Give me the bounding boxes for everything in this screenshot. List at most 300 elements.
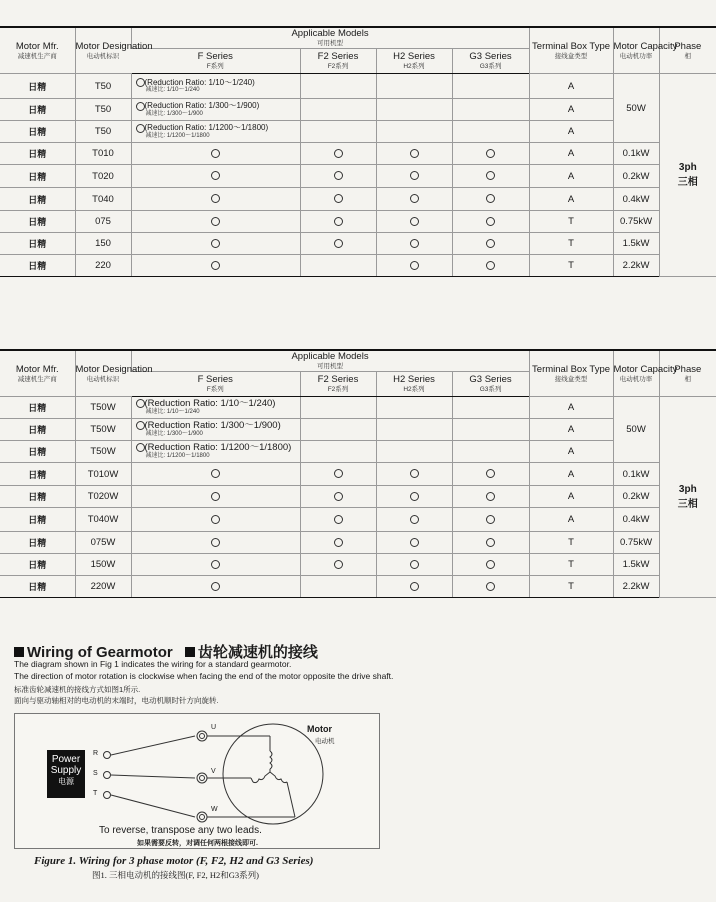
cell-f-series: [131, 441, 300, 463]
cell-designation: [75, 233, 131, 255]
wiring-desc-4: 面向与驱动轴相对的电动机的末端时，电动机顺时针方向旋转.: [14, 696, 219, 705]
mfr-text: 日精: [28, 239, 47, 249]
cell-g3-series: [452, 486, 529, 508]
terminal-s-label: S: [93, 770, 98, 777]
mfr-text: 日精: [28, 425, 47, 435]
cell-capacity: [613, 463, 659, 486]
cell-g3-series: [452, 233, 529, 255]
terminal-text: A: [567, 402, 575, 413]
circle-mark-icon: [136, 399, 145, 408]
circle-mark-icon: [334, 217, 343, 226]
ratio-text: (Reduction Ratio: 1/300～1/900): [144, 420, 281, 431]
cell-mfr: [0, 508, 75, 532]
ratio-text-cn: 减速比: 1/10～1/240: [145, 409, 200, 415]
circle-mark-icon: [211, 560, 220, 569]
cell-f-series: [131, 486, 300, 508]
cell-h2-series: [376, 188, 452, 211]
designation-text: T50W: [90, 402, 116, 413]
circle-mark-icon: [334, 149, 343, 158]
terminal-r-dot: [104, 752, 111, 759]
mfr-text: 日精: [28, 171, 47, 182]
ratio-text-cn: 减速比: 1/300～1/900: [145, 431, 203, 437]
header-terminal: Terminal Box Type 接线盒类型: [529, 350, 613, 397]
cell-f2-series: [300, 255, 376, 277]
table-header-row: [0, 27, 716, 49]
cell-mfr: [0, 99, 75, 121]
lead-u-label: U: [211, 724, 217, 731]
cell-h2-series: [376, 74, 452, 99]
designation-text: T50: [94, 126, 112, 137]
cell-mfr: [0, 397, 75, 419]
cell-h2-series: [376, 463, 452, 486]
mfr-text: 日精: [28, 127, 47, 137]
header-capacity: Motor Capacity 电动机功率: [613, 350, 659, 397]
table-row: [0, 233, 716, 255]
designation-text: T020: [92, 170, 114, 182]
circle-mark-icon: [211, 538, 220, 547]
cell-g3-series: [452, 419, 529, 441]
cell-f2-series: [300, 74, 376, 99]
cell-designation: [75, 554, 131, 576]
cell-h2-series: [376, 554, 452, 576]
terminal-text: A: [567, 148, 575, 159]
cell-designation: [75, 143, 131, 165]
header-g3-series: G3 Series G3系列: [452, 49, 529, 74]
circle-mark-icon: [410, 194, 419, 203]
table-row: [0, 74, 716, 99]
cell-g3-series: [452, 74, 529, 99]
circle-mark-icon: [211, 171, 220, 180]
table-row: [0, 165, 716, 188]
cell-g3-series: [452, 532, 529, 554]
cell-terminal: [529, 508, 613, 532]
capacity-text: 50W: [626, 424, 646, 435]
cell-terminal: [529, 576, 613, 598]
terminal-text: A: [567, 193, 575, 205]
motor-table-1: [0, 26, 716, 277]
mfr-text: 日精: [28, 81, 47, 92]
table-row: [0, 211, 716, 233]
cell-capacity: [613, 554, 659, 576]
cell-capacity-50w: [613, 397, 659, 463]
cell-terminal: [529, 121, 613, 143]
cell-h2-series: [376, 397, 452, 419]
cell-terminal: [529, 165, 613, 188]
cell-terminal: [529, 554, 613, 576]
mfr-text: 日精: [28, 447, 47, 457]
table-row: [0, 486, 716, 508]
terminal-text: A: [567, 514, 575, 525]
circle-mark-icon: [211, 515, 220, 524]
cell-terminal: [529, 99, 613, 121]
wiring-desc-1: The diagram shown in Fig 1 indicates the wiring for a standard gearmotor.: [14, 659, 292, 669]
cell-designation: [75, 532, 131, 554]
cell-h2-series: [376, 143, 452, 165]
circle-mark-icon: [211, 217, 220, 226]
circle-mark-icon: [211, 492, 220, 501]
cell-designation: [75, 255, 131, 277]
terminal-text: A: [567, 104, 575, 115]
phase-text-cn: 三相: [677, 177, 698, 188]
power-supply-box: [47, 750, 85, 798]
circle-mark-icon: [334, 560, 343, 569]
cell-f-series: [131, 397, 300, 419]
phase-text-cn: 三相: [677, 499, 698, 510]
terminal-text: A: [567, 468, 575, 480]
circle-mark-icon: [486, 217, 495, 226]
cell-designation: [75, 441, 131, 463]
cell-mfr: [0, 554, 75, 576]
ratio-line: [136, 78, 300, 87]
circle-mark-icon: [410, 239, 419, 248]
terminal-text: A: [567, 80, 575, 92]
cell-capacity: [613, 532, 659, 554]
square-bullet-icon: [185, 647, 195, 657]
table-row: [0, 463, 716, 486]
cell-mfr: [0, 188, 75, 211]
terminal-t-label: T: [93, 790, 98, 797]
cell-f-series: [131, 576, 300, 598]
figure-caption-cn: 图1. 三相电动机的接线图(F, F2, H2和G3系列): [92, 870, 259, 880]
capacity-text: 0.2kW: [622, 491, 650, 502]
designation-text: T040: [92, 193, 114, 205]
cell-mfr: [0, 233, 75, 255]
cell-designation: [75, 486, 131, 508]
cell-terminal: [529, 188, 613, 211]
ratio-text: (Reduction Ratio: 1/1200～1/1800): [144, 442, 292, 453]
cell-f-series: [131, 233, 300, 255]
cell-capacity: [613, 165, 659, 188]
cell-f-series: [131, 143, 300, 165]
header-h2-series: H2 Series H2系列: [376, 372, 452, 397]
circle-mark-icon: [136, 102, 145, 111]
circle-mark-icon: [334, 538, 343, 547]
cell-h2-series: [376, 532, 452, 554]
cell-designation: [75, 188, 131, 211]
cell-f-series: [131, 99, 300, 121]
table-row: [0, 143, 716, 165]
circle-mark-icon: [211, 149, 220, 158]
ratio-line: [136, 399, 300, 409]
terminal-text: A: [567, 491, 575, 502]
cell-f-series: [131, 165, 300, 188]
mfr-text: 日精: [28, 149, 47, 159]
header-f2-series: F2 Series F2系列: [300, 372, 376, 397]
table-2-body: [0, 397, 716, 598]
capacity-text: 0.4kW: [622, 193, 650, 205]
designation-text: 220: [95, 260, 111, 271]
cell-terminal: [529, 74, 613, 99]
capacity-text: 1.5kW: [622, 238, 650, 249]
ratio-text: (Reduction Ratio: 1/10～1/240): [144, 398, 276, 409]
cell-f2-series: [300, 397, 376, 419]
circle-mark-icon: [410, 261, 419, 270]
cell-g3-series: [452, 463, 529, 486]
motor-label: Motor: [307, 724, 332, 734]
table-row: [0, 99, 716, 121]
cell-capacity: [613, 576, 659, 598]
designation-text: 150: [95, 238, 111, 249]
cell-mfr: [0, 74, 75, 99]
table-row: [0, 532, 716, 554]
circle-mark-icon: [410, 149, 419, 158]
capacity-text: 2.2kW: [622, 581, 650, 592]
cell-f2-series: [300, 121, 376, 143]
cell-designation: [75, 74, 131, 99]
cell-f-series: [131, 211, 300, 233]
cell-h2-series: [376, 165, 452, 188]
table-row: [0, 255, 716, 277]
terminal-text: A: [567, 424, 575, 435]
cell-capacity: [613, 188, 659, 211]
header-designation: Motor Designation 电动机标识: [75, 350, 131, 397]
header-capacity: Motor Capacity 电动机功率: [613, 27, 659, 74]
cell-f-series: [131, 508, 300, 532]
mfr-text: 日精: [28, 560, 47, 570]
section-title-cn: 齿轮减速机的接线: [197, 644, 318, 661]
designation-text: T020W: [87, 491, 119, 502]
terminal-text: A: [567, 446, 575, 457]
circle-mark-icon: [136, 124, 145, 133]
capacity-text: 0.4kW: [622, 514, 650, 525]
cell-g3-series: [452, 165, 529, 188]
lead-v-label: V: [211, 768, 216, 775]
cell-g3-series: [452, 143, 529, 165]
cell-f-series: [131, 419, 300, 441]
header-f2-series: F2 Series F2系列: [300, 49, 376, 74]
table-row: [0, 397, 716, 419]
designation-text: T50W: [90, 424, 116, 435]
circle-mark-icon: [486, 171, 495, 180]
cell-g3-series: [452, 255, 529, 277]
circle-mark-icon: [211, 194, 220, 203]
table-row: [0, 419, 716, 441]
cell-g3-series: [452, 554, 529, 576]
circle-mark-icon: [486, 149, 495, 158]
cell-designation: [75, 211, 131, 233]
cell-f2-series: [300, 143, 376, 165]
circle-mark-icon: [334, 515, 343, 524]
motor-label-cn: 电动机: [315, 738, 335, 745]
cell-f2-series: [300, 554, 376, 576]
cell-f2-series: [300, 508, 376, 532]
cell-h2-series: [376, 121, 452, 143]
cell-terminal: [529, 486, 613, 508]
reverse-note-cn: 如果需要反转，对调任何两根接线即可.: [137, 840, 258, 847]
cell-g3-series: [452, 188, 529, 211]
ratio-line: [136, 443, 300, 453]
table-row: [0, 188, 716, 211]
header-mfr: Motor Mfr. 减速机生产商: [0, 350, 75, 397]
cell-mfr: [0, 576, 75, 598]
cell-f2-series: [300, 532, 376, 554]
circle-mark-icon: [410, 492, 419, 501]
cell-f2-series: [300, 486, 376, 508]
cell-g3-series: [452, 121, 529, 143]
power-label-2: Supply: [50, 765, 82, 776]
circle-mark-icon: [486, 261, 495, 270]
designation-text: T50W: [90, 446, 116, 457]
cell-f2-series: [300, 419, 376, 441]
cell-designation: [75, 121, 131, 143]
cell-h2-series: [376, 576, 452, 598]
cell-mfr: [0, 419, 75, 441]
cell-f-series: [131, 463, 300, 486]
terminal-t-dot: [104, 792, 111, 799]
phase-text: 3ph: [678, 162, 697, 173]
circle-mark-icon: [410, 217, 419, 226]
circle-mark-icon: [136, 443, 145, 452]
mfr-text: 日精: [28, 515, 47, 525]
circle-mark-icon: [136, 78, 145, 87]
terminal-text: T: [568, 581, 574, 592]
cell-h2-series: [376, 419, 452, 441]
cell-designation: [75, 165, 131, 188]
circle-mark-icon: [410, 538, 419, 547]
cell-f-series: [131, 554, 300, 576]
terminal-text: A: [567, 126, 575, 137]
cell-f-series: [131, 188, 300, 211]
designation-text: 075: [95, 216, 111, 227]
circle-mark-icon: [486, 582, 495, 591]
circle-mark-icon: [334, 239, 343, 248]
cell-f-series: [131, 121, 300, 143]
cell-mfr: [0, 121, 75, 143]
cell-g3-series: [452, 211, 529, 233]
cell-terminal: [529, 211, 613, 233]
ratio-text: (Reduction Ratio: 1/1200～1/1800): [144, 123, 269, 133]
header-phase: Phase 相: [659, 350, 716, 397]
cell-mfr: [0, 463, 75, 486]
cell-g3-series: [452, 576, 529, 598]
cell-f2-series: [300, 211, 376, 233]
mfr-text: 日精: [28, 492, 47, 502]
header-h2-series: H2 Series H2系列: [376, 49, 452, 74]
table-header-row: [0, 350, 716, 372]
cell-capacity: [613, 211, 659, 233]
cell-g3-series: [452, 397, 529, 419]
ratio-line: [136, 421, 300, 431]
circle-mark-icon: [334, 171, 343, 180]
cell-f-series: [131, 532, 300, 554]
circle-mark-icon: [410, 515, 419, 524]
section-title-en: Wiring of Gearmotor: [27, 644, 173, 661]
cell-mfr: [0, 532, 75, 554]
cell-terminal: [529, 463, 613, 486]
circle-mark-icon: [211, 261, 220, 270]
terminal-s-dot: [104, 772, 111, 779]
cell-terminal: [529, 419, 613, 441]
mfr-text: 日精: [28, 105, 47, 115]
cell-designation: [75, 508, 131, 532]
ratio-text: (Reduction Ratio: 1/300～1/900): [144, 101, 260, 111]
cell-h2-series: [376, 255, 452, 277]
cell-mfr: [0, 165, 75, 188]
cell-designation: [75, 419, 131, 441]
capacity-text: 0.75kW: [619, 537, 653, 548]
table-row: [0, 576, 716, 598]
designation-text: T010: [92, 148, 114, 159]
capacity-text: 0.1kW: [622, 468, 650, 480]
circle-mark-icon: [410, 582, 419, 591]
mfr-text: 日精: [28, 261, 47, 271]
cell-terminal: [529, 441, 613, 463]
cell-phase: [659, 74, 716, 277]
header-f-series: F Series F系列: [131, 49, 300, 74]
capacity-text: 0.1kW: [622, 148, 650, 159]
mfr-text: 日精: [28, 403, 47, 413]
cell-f2-series: [300, 463, 376, 486]
mfr-text: 日精: [28, 469, 47, 480]
cell-h2-series: [376, 508, 452, 532]
cell-terminal: [529, 233, 613, 255]
circle-mark-icon: [486, 560, 495, 569]
header-g3-series: G3 Series G3系列: [452, 372, 529, 397]
circle-mark-icon: [211, 239, 220, 248]
circle-mark-icon: [211, 582, 220, 591]
cell-f-series: [131, 74, 300, 99]
cell-designation: [75, 397, 131, 419]
cell-terminal: [529, 532, 613, 554]
terminal-text: T: [568, 260, 574, 271]
cell-f2-series: [300, 576, 376, 598]
header-mfr: Motor Mfr. 减速机生产商: [0, 27, 75, 74]
cell-mfr: [0, 441, 75, 463]
capacity-text: 2.2kW: [622, 260, 650, 271]
cell-f2-series: [300, 188, 376, 211]
table-row: [0, 508, 716, 532]
circle-mark-icon: [211, 469, 220, 478]
wiring-desc-3: 标准齿轮减速机的接线方式如图1所示.: [14, 685, 141, 694]
cell-capacity-50w: [613, 74, 659, 143]
figure-caption: Figure 1. Wiring for 3 phase motor (F, F2, H2 and G3 Series): [34, 855, 314, 867]
terminal-text: A: [567, 170, 575, 182]
designation-text: T040W: [87, 514, 119, 525]
terminal-r-label: R: [93, 750, 99, 757]
designation-text: 075W: [90, 537, 116, 548]
table-row: [0, 441, 716, 463]
cell-designation: [75, 463, 131, 486]
cell-g3-series: [452, 508, 529, 532]
ratio-text-cn: 减速比: 1/10～1/240: [145, 87, 200, 94]
circle-mark-icon: [334, 469, 343, 478]
designation-text: T50: [94, 104, 112, 115]
cell-mfr: [0, 255, 75, 277]
circle-mark-icon: [410, 469, 419, 478]
cell-h2-series: [376, 211, 452, 233]
header-f-series: F Series F系列: [131, 372, 300, 397]
terminal-text: T: [568, 537, 574, 548]
cell-terminal: [529, 255, 613, 277]
table-1-body: [0, 74, 716, 277]
terminal-text: T: [568, 238, 574, 249]
cell-g3-series: [452, 441, 529, 463]
cell-phase: [659, 397, 716, 598]
circle-mark-icon: [136, 421, 145, 430]
cell-designation: [75, 576, 131, 598]
cell-capacity: [613, 486, 659, 508]
capacity-text: 0.75kW: [619, 216, 653, 227]
cell-terminal: [529, 397, 613, 419]
circle-mark-icon: [334, 194, 343, 203]
reverse-note: To reverse, transpose any two leads.: [99, 825, 262, 836]
table-row: [0, 121, 716, 143]
cell-capacity: [613, 508, 659, 532]
circle-mark-icon: [334, 492, 343, 501]
motor-table-2: [0, 349, 716, 598]
cell-capacity: [613, 143, 659, 165]
mfr-text: 日精: [28, 538, 47, 548]
